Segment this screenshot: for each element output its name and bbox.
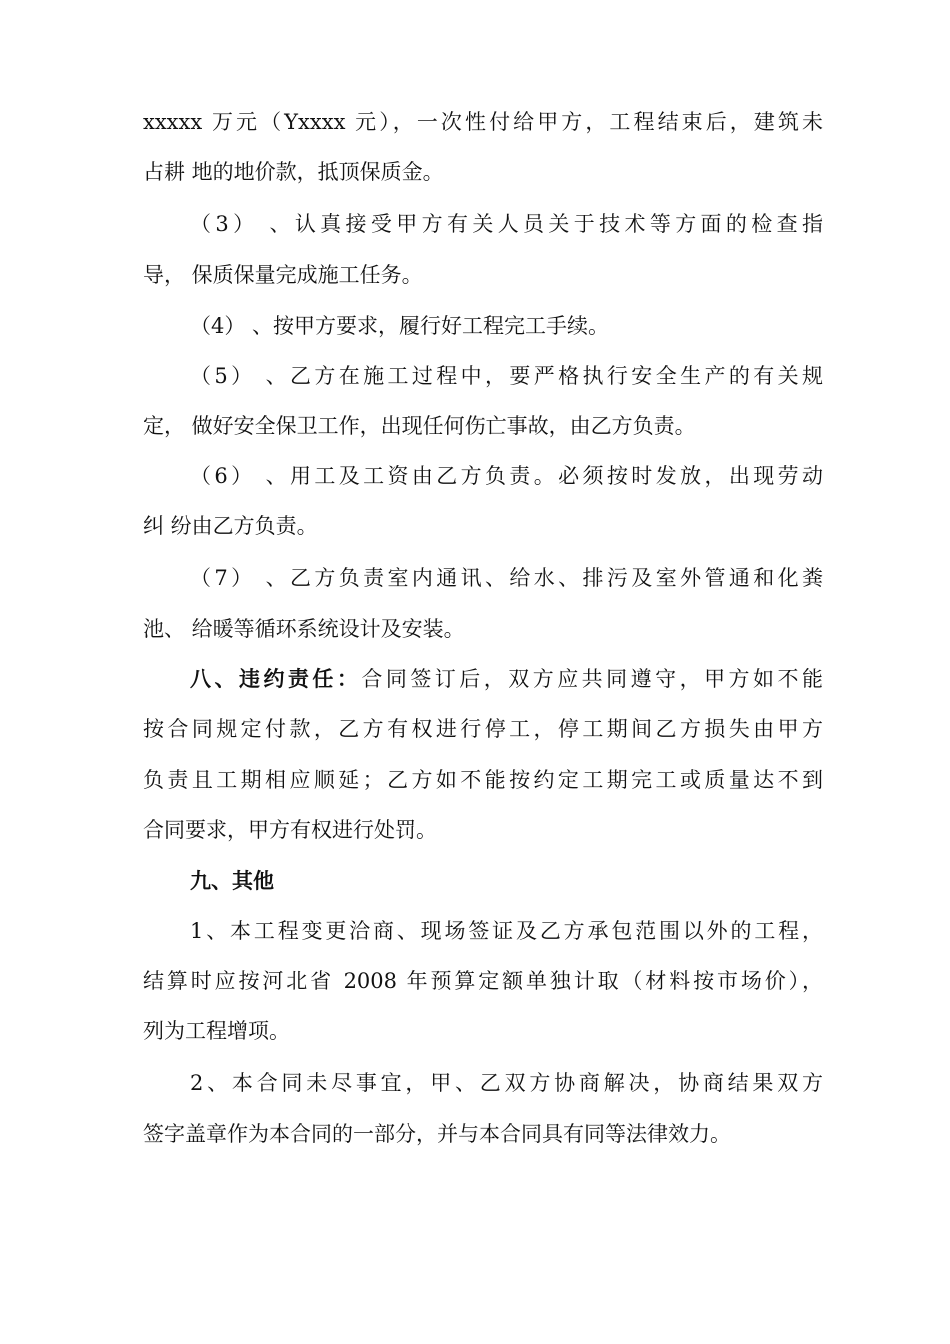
section-8-heading: 八、违约责任： bbox=[190, 666, 362, 691]
item-1-line-2: 结算时应按河北省 2008 年预算定额单独计取（材料按市场价）， bbox=[143, 969, 823, 993]
section-8-line-2: 按合同规定付款，乙方有权进行停工，停工期间乙方损失由甲方 bbox=[143, 717, 823, 741]
clause-6-line-1: （6） 、用工及工资由乙方负责。必须按时发放，出现劳动 bbox=[190, 464, 823, 488]
section-8-text: 合同签订后，双方应共同遵守，甲方如不能 bbox=[361, 667, 823, 691]
clause-7-line-2: 池、 给暖等循环系统设计及安装。 bbox=[143, 617, 465, 641]
clause-5-line-2: 定， 做好安全保卫工作，出现任何伤亡事故，由乙方负责。 bbox=[143, 414, 696, 438]
clause-3-line-2: 导， 保质保量完成施工任务。 bbox=[143, 263, 423, 287]
item-1-line-3: 列为工程增项。 bbox=[143, 1019, 290, 1043]
clause-4-line-1: （4） 、按甲方要求，履行好工程完工手续。 bbox=[190, 314, 610, 338]
item-1-line-1: 1、本工程变更洽商、现场签证及乙方承包范围以外的工程， bbox=[190, 919, 823, 943]
clause-3-line-1: （3） 、认真接受甲方有关人员关于技术等方面的检查指 bbox=[190, 212, 823, 236]
section-8-line-3: 负责且工期相应顺延；乙方如不能按约定工期完工或质量达不到 bbox=[143, 768, 823, 792]
item-2-line-1: 2、本合同未尽事宜，甲、乙双方协商解决，协商结果双方 bbox=[190, 1071, 823, 1095]
clause-7-line-1: （7） 、乙方负责室内通讯、给水、排污及室外管通和化粪 bbox=[190, 566, 823, 590]
clause-5-line-1: （5） 、乙方在施工过程中，要严格执行安全生产的有关规 bbox=[190, 364, 823, 388]
text-line-payment: xxxxx 万元（Yxxxx 元），一次性付给甲方，工程结束后，建筑未 bbox=[143, 110, 823, 134]
clause-6-line-2: 纠 纷由乙方负责。 bbox=[143, 514, 318, 538]
section-8-line-1 bbox=[190, 664, 823, 694]
section-9-heading: 九、其他 bbox=[190, 868, 274, 893]
item-2-line-2: 签字盖章作为本合同的一部分，并与本合同具有同等法律效力。 bbox=[143, 1122, 731, 1146]
text-line-land-price: 占耕 地的地价款，抵顶保质金。 bbox=[143, 160, 444, 184]
section-8-line-4: 合同要求，甲方有权进行处罚。 bbox=[143, 818, 437, 842]
